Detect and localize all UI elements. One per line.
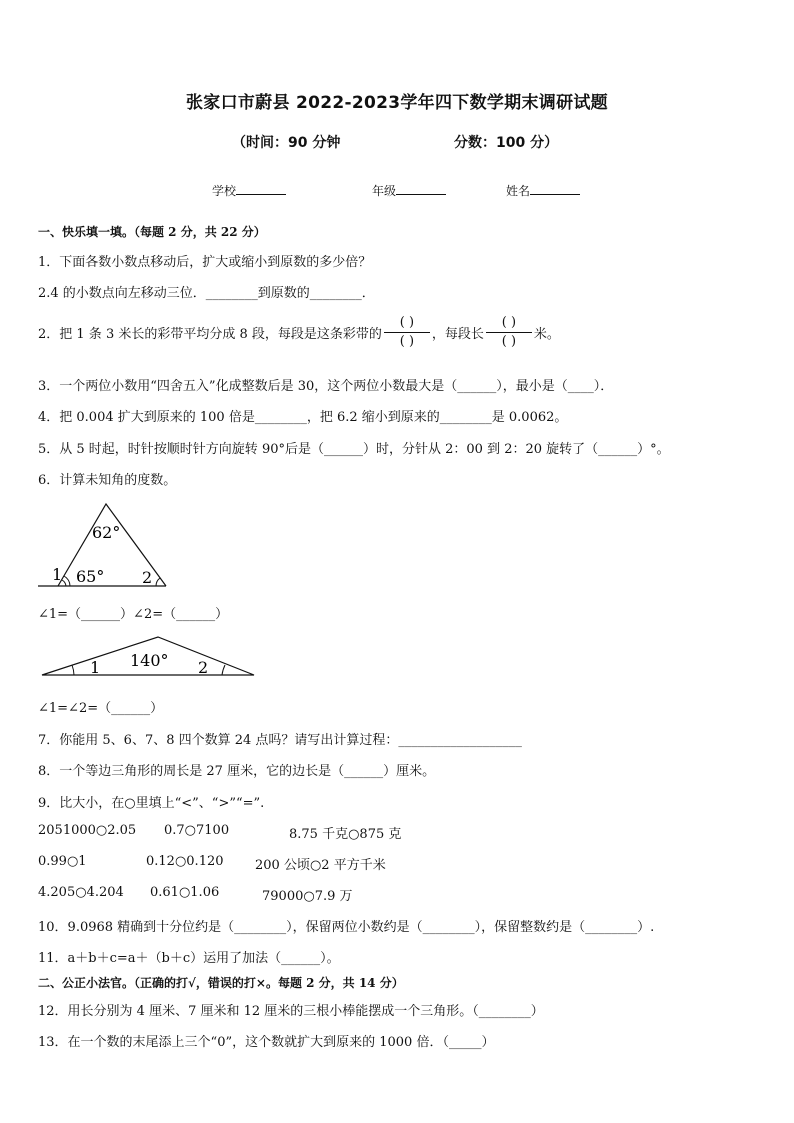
exam-score: 分数：100 分） [454,135,559,151]
name-field [506,182,580,199]
school-label: 学校 [212,184,237,198]
angle-2-label: 2 [142,568,153,587]
angle-65-label: 65° [76,567,105,586]
question-13: 13．在一个数的末尾添上三个“0”，这个数就扩大到原来的 1000 倍．（_____） [38,1035,495,1050]
denominator-blank[interactable]: ( ) [501,334,517,349]
question-4: 4．把 0.004 扩大到原来的 100 倍是________，把 6.2 缩小到原来的________是 0.0062。 [38,410,568,425]
compare-cell: 4.205○4.204 [38,885,124,900]
school-blank[interactable] [236,182,286,195]
name-blank[interactable] [530,182,580,195]
question-9: 9．比大小，在○里填上“<”、“>”“=”. [38,796,265,811]
question-12: 12．用长分别为 4 厘米、7 厘米和 12 厘米的三根小棒能摆成一个三角形。（________） [38,1004,544,1019]
question-3: 3．一个两位小数用“四舍五入”化成整数后是 30，这个两位小数最大是（______），最小是（____）． [38,379,614,394]
question-1a: 2.4 的小数点向左移动三位．________到原数的________． [38,286,375,301]
section1-heading: 一、快乐填一填。（每题 2 分，共 22 分） [38,225,266,239]
question-2-post: 米。 [533,327,560,342]
question-8: 8．一个等边三角形的周长是 27 厘米，它的边长是（______）厘米。 [38,764,436,779]
section2-heading: 二、公正小法官。（正确的打√，错误的打×。每题 2 分，共 14 分） [38,976,404,990]
compare-cell: 0.7○7100 [164,823,230,838]
question-2-mid: ，每段长 [431,327,484,342]
numerator-blank[interactable]: ( ) [501,315,517,330]
compare-cell: 0.61○1.06 [150,885,220,900]
compare-cell: 200 公顷○2 平方千米 [255,858,386,873]
question-2-text: 2．把 1 条 3 米长的彩带平均分成 8 段，每段是这条彩带的 [38,327,382,342]
compare-cell: 2051000○2.05 [38,823,137,838]
grade-field [372,182,446,199]
angle-2-label: 2 [198,658,209,677]
denominator-blank[interactable]: ( ) [399,334,415,349]
angle-1-label: 1 [52,565,63,584]
exam-time: （时间：90 分钟 [232,135,341,151]
grade-label: 年级 [372,184,397,198]
question-5: 5．从 5 时起，时针按顺时针方向旋转 90°后是（______）时，分针从 2：00 到 2：20 旋转了（______）°。 [38,442,670,457]
question-2 [38,314,560,351]
compare-cell: 0.99○1 [38,854,87,869]
question-7: 7．你能用 5、6、7、8 四个数算 24 点吗？请写出计算过程：___________________ [38,733,522,748]
angle-62-label: 62° [92,523,121,542]
compare-cell: 79000○7.9 万 [262,889,353,904]
triangle-figure-1 [36,500,176,592]
question-1: 1．下面各数小数点移动后，扩大或缩小到原数的多少倍？ [38,255,372,270]
question-6: 6．计算未知角的度数。 [38,473,177,488]
triangle-figure-2 [38,634,258,680]
angle-1-label: 1 [90,658,101,677]
fraction-blank-2 [486,314,532,351]
compare-cell: 8.75 千克○875 克 [289,827,402,842]
grade-blank[interactable] [396,182,446,195]
answer-angles-1: ∠1=（______）∠2=（______） [38,607,229,622]
question-11: 11．a＋b＋c=a＋（b＋c）运用了加法（______）。 [38,951,340,966]
answer-angles-2: ∠1=∠2=（______） [38,701,164,716]
numerator-blank[interactable]: ( ) [399,315,415,330]
name-label: 姓名 [506,184,531,198]
school-field [212,182,286,199]
page-title: 张家口市蔚县 2022-2023学年四下数学期末调研试题 [185,93,608,113]
angle-140-label: 140° [130,651,169,670]
fraction-blank-1 [384,314,430,351]
compare-cell: 0.12○0.120 [146,854,224,869]
question-10: 10．9.0968 精确到十分位约是（________），保留两位小数约是（________），保留整数约是（________）. [38,920,655,935]
